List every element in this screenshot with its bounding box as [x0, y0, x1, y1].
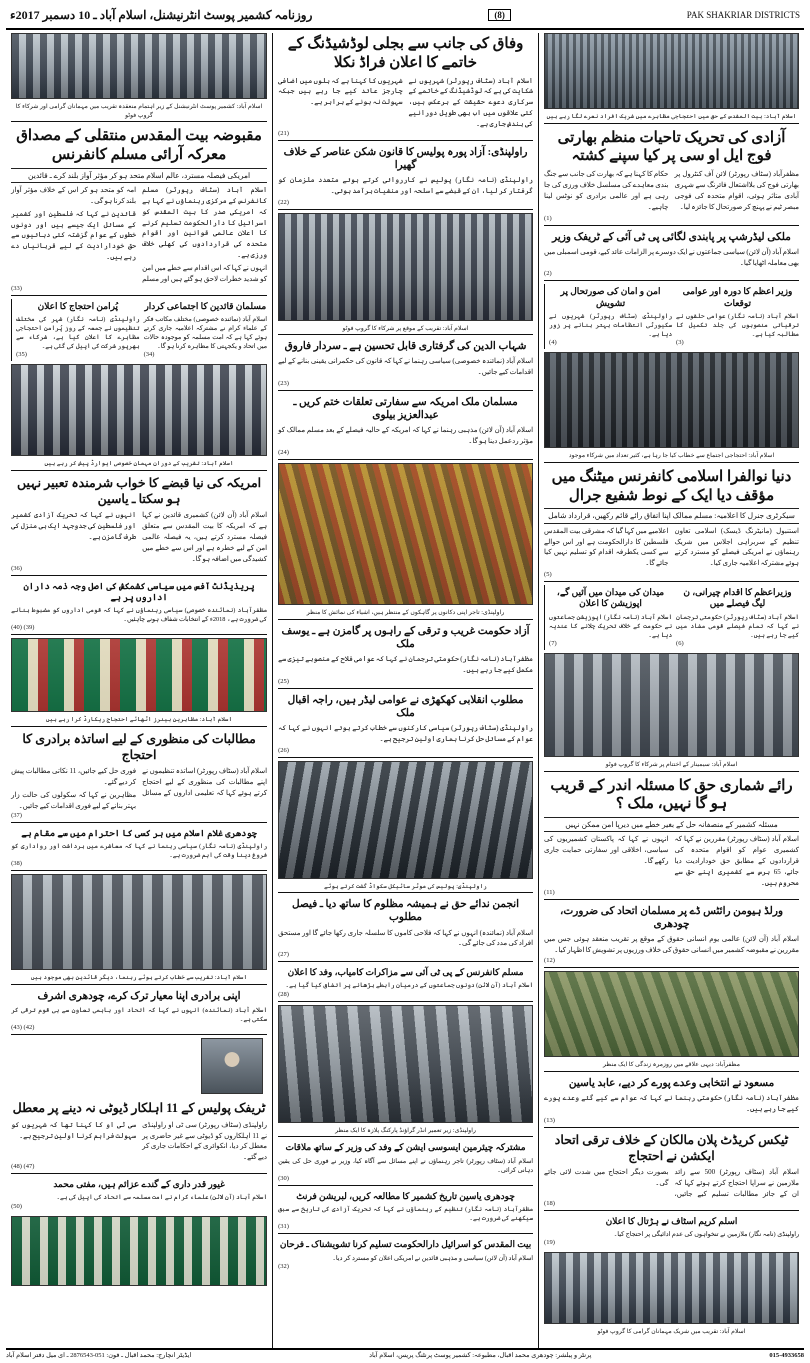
article-tag: (5): [544, 571, 552, 579]
motorbike-patrol-photo: [278, 761, 533, 879]
paragraph: راولپنڈی (نامہ نگار) پولیس نے کارروائی کرتے ہوئے متعدد ملزمان کو گرفتار کر لیا، ان کے قبضے سے اسلحہ اور منشیات برآمد ہوئی۔: [278, 175, 534, 195]
market-photo: [278, 463, 533, 605]
jamaat-rally-photo: [544, 352, 799, 448]
article-body: اسلام آباد (نامہ نگار) عوامی حلقوں نے ترقیاتی منصوبوں کی جلد تکمیل کا مطالبہ کیا ہے۔: [676, 312, 799, 339]
headline: اسلم کریم اسٹاف نے ہڑتال کا اعلان: [605, 1215, 738, 1226]
article-sub-right-1: [676, 284, 799, 349]
paragraph: اسلام آباد (آن لائن) مذہبی رہنما نے کہا کہ امریکہ کے حالیہ فیصلے کے بعد مسلم ممالک کو مؤثر ردعمل دینا ہو گا۔: [278, 426, 534, 446]
article-body: اسلام آباد (آن لائن) دونوں جماعتوں کے درمیان رابطے بڑھانے پر اتفاق کیا گیا ہے۔: [285, 982, 534, 990]
article-tag: (18): [544, 1199, 555, 1207]
article-tag: (26): [278, 746, 289, 754]
paragraph: اسلام آباد (آن لائن) سیاسی جماعتوں نے ایک دوسرے پر الزامات عائد کیے، قومی اسمبلی میں بھی معاملہ اٹھایا گیا۔: [544, 247, 799, 267]
article-tag: (47) (48): [11, 1163, 35, 1171]
photo-caption: اسلام آباد: بیت المقدس کے حق میں احتجاجی مظاہرے میں شریک افراد نعرے لگا رہے ہیں: [544, 112, 799, 124]
article-tag: (34): [143, 351, 155, 359]
article-body: اسلام آباد (نامہ نگار) اپوزیشن جماعتوں نے حکومت کے خلاف تحریک چلانے کا عندیہ دیا ہے۔: [549, 613, 673, 639]
two-up-block: [544, 585, 799, 650]
headline: پُرامن احتجاج کا اعلان: [37, 300, 119, 311]
headline: پریذیڈنٹ آفس میں سیاسی کشمکش کی اصل وجہ ذمہ داران اداروں پر ہے: [23, 580, 255, 602]
article-tag: (19): [544, 1239, 555, 1247]
article-body: [278, 723, 533, 745]
column-2: [272, 33, 538, 1349]
headline: ورلڈ ہیومن رائٹس ڈے پر مسلمان اتحاد کی ضرورت، چودھری: [559, 905, 784, 930]
article-sub-right-2: [544, 284, 672, 349]
two-up-block: [544, 284, 799, 349]
masthead-left-note: PAK SHAKRIAR DISTRICTS: [686, 10, 800, 20]
article-tag: (21): [278, 129, 289, 137]
photo-caption: راولپنڈی: پولیس کی موٹر سائیکل سکواڈ گشت کرتے ہوئے: [278, 882, 533, 894]
paragraph: قائدین نے کہا کہ فلسطین اور کشمیر کے مسائل ایک جیسے ہیں اور دونوں خطوں کے عوام گزشتہ کئی دہائیوں سے حق خودارادیت کے لیے قربانیاں دے رہے ہیں۔: [11, 209, 137, 262]
article-body: مظفرآباد (نامہ نگار) تنظیم کے رہنماؤں نے کہا کہ تحریک آزادی کی تاریخ سے سبق سیکھنے کی ضرورت ہے۔: [278, 1206, 534, 1223]
portrait-photo: [201, 1038, 263, 1094]
headline: شہاب الدین کی گرفتاری قابل تحسین ہے ـ سردار فاروق: [284, 341, 527, 353]
article-body: [544, 1093, 799, 1115]
subheadline: مسئلہ کشمیر کے منصفانہ حل کے بغیر خطے میں دیرپا امن ممکن نہیں: [544, 817, 799, 832]
headline: دنیا نوالفرا اسلامی کانفرنس میٹنگ میں مؤقف دیا ایک کے نوط شفیع جرال: [551, 468, 792, 504]
article-body: [278, 175, 533, 197]
article-body: [544, 1167, 799, 1200]
article-tag: (11): [544, 888, 555, 896]
headline: غیور قدر داری کے گندے عزائم ہیں، مفتی محمد: [53, 1179, 225, 1190]
column-1: [538, 33, 804, 1349]
paragraph: راولپنڈی (سٹاف رپورٹر) سی ٹی او راولپنڈی نے 11 اہلکاروں کو ڈیوٹی سے غیر حاضری پر معطل کر دیا، انکوائری کے احکامات جاری کر دیے گئے۔: [142, 1120, 268, 1162]
article-parliament: [11, 579, 267, 636]
article-body: راولپنڈی (نامہ نگار) ملازمین نے تنخواہوں کی عدم ادائیگی پر احتجاج کیا۔: [613, 1231, 799, 1238]
article-body: [544, 169, 799, 214]
photo-caption: اسلام آباد: تقریب کے دوران مہمان خصوصی ایوارڈ پیش کر رہے ہیں: [11, 459, 267, 471]
subheadline: سیکرٹری جنرل کا اعلامیہ: مسلم ممالک اپنا اتفاق رائے قائم رکھیں، قرارداد شامل: [544, 508, 799, 523]
photo-caption: راولپنڈی: تاجر اپنی دکانوں پر گاہکوں کے منتظر ہیں، اشیاء کی نمائش کا منظر: [278, 608, 533, 620]
article-tag: (13): [544, 1116, 555, 1124]
page-number: (8): [488, 9, 511, 21]
article-tag: (25): [278, 677, 289, 685]
article-tag: (1): [544, 214, 552, 222]
headline: مسعود نے انتخابی وعدے پورے کر دیے، عابد یاسین: [568, 1078, 775, 1090]
headline: آزادی کی تحریک تاحیات منظم بھارتی فوج ایل او سی پر کیا سپنے کشتہ: [557, 129, 786, 165]
headline: امن و امان کی صورتحال پر تشویش: [560, 286, 661, 308]
photo-caption: اسلام آباد: احتجاجی اجتماع سے خطاب کیا جا رہا ہے، کثیر تعداد میں شرکاء موجود: [544, 451, 799, 463]
article-tag: (6): [676, 639, 684, 647]
photo-caption: اسلام آباد: سیمینار کے اختتام پر شرکاء کا گروپ فوٹو: [544, 760, 799, 772]
paragraph: انہوں نے کہا کہ اس اقدام سے خطے میں امن کو شدید خطرات لاحق ہو گئے ہیں اور مسلم امہ کو متحد ہو کر اس کے خلاف مؤثر آواز بلند کرنا ہو گی۔: [11, 186, 268, 283]
article-pti-hartal: [544, 229, 799, 282]
article-tag: (2): [544, 270, 552, 278]
headline: رائے شماری حق کا مسئلہ اندر کے قریب ہو گا نہیں، ملک ؟: [550, 777, 793, 813]
column-3: [6, 33, 272, 1349]
protest-crowd-photo: [544, 33, 799, 109]
article-protest-headline: [544, 1131, 799, 1211]
article-body: راولپنڈی (نامہ نگار) سیاسی رہنما نے کہا کہ معاشرے میں برداشت اور رواداری کو فروغ دینا وقت کی اہم ضرورت ہے۔: [11, 842, 268, 859]
article-pm-note: [676, 585, 799, 650]
photo-caption: اسلام آباد: تقریب کے موقع پر شرکاء کا گروپ فوٹو: [278, 324, 533, 336]
article-chaudhry-statement: [11, 826, 267, 872]
article-tag: (27): [278, 951, 289, 959]
columns-container: [6, 33, 804, 1349]
headline: بیت المقدس کو اسرائیل دارالحکومت تسلیم کرنا تشویشناک ـ فرحان: [279, 1239, 532, 1250]
article-body: [544, 247, 799, 269]
group-photo-col1: [544, 653, 799, 757]
paragraph: استنبول (مانیٹرنگ ڈیسک) اسلامی تعاون تنظیم کے سربراہی اجلاس میں شریک رہنماؤں نے امریکی فیصلے کو مسترد کرتے ہوئے مشترکہ اعلامیہ جاری کیا۔: [674, 526, 799, 568]
paragraph: اسلام آباد (سٹاف رپورٹر) 500 سے زائد ملازمین نے سراپا احتجاج کرتے ہوئے کہا کہ ان کے جائز مطالبات تسلیم کیے جائیں، بصورت دیگر احتجاج میں شدت لائی جائے گی۔: [544, 1168, 799, 1198]
headline: امریکہ کی نیا قبضے کا خواب شرمندہ تعبیر نہیں ہو سکتا ـ یاسین: [17, 476, 262, 506]
article-body: [278, 76, 533, 130]
headline: میدان کی میدان میں آئیں گے، اپوزیشن کا اعلان: [556, 587, 665, 609]
photo-caption: راولپنڈی: زیر تعمیر انڈر گراؤنڈ پارکنگ پلازہ کا ایک منظر: [278, 1126, 533, 1138]
headline: ملکی لیڈرشپ پر پابندی لگائی پی ٹی آئی کے ٹریفک وزیر: [552, 231, 791, 243]
article-tag: (30): [278, 1174, 289, 1182]
photo-caption: اسلام آباد: تقریب میں شریک مہمانان گرامی کا گروپ فوٹو: [597, 1328, 746, 1336]
headline: وزیراعظم کا اقدام چیرانی، ن لیگ فیصلے میں: [683, 587, 792, 609]
two-up-block: [11, 299, 267, 362]
masthead-title: روزنامہ کشمیر پوسٹ انٹرنیشنل، اسلام آباد ـ 10 دسمبر 2017ء: [10, 7, 313, 22]
footer-center-text: پرنٹر و پبلشر: چودھری محمد اقبال، مطبوعہ: کشمیر پوسٹ پرنٹنگ پریس، اسلام آباد: [369, 1352, 592, 1360]
article-body: اسلام آباد (نمائندہ خصوصی) مختلف مکاتب فکر کے علماء کرام نے مشترکہ اعلامیہ جاری کرتے ہوئے کہا ہے کہ امت مسلمہ کو موجودہ حالات میں اتحاد و یکجہتی کا مظاہرہ کرنا ہو گا۔: [143, 315, 268, 351]
headline: ٹریفک پولیس کے 11 اہلکار ڈیوٹی نہ دینے پر معطل: [12, 1101, 266, 1116]
article-body: [544, 834, 799, 888]
headline: راولپنڈی: آزاد پورہ پولیس کا قانون شکن عناصر کے خلاف گھیرا: [283, 146, 528, 171]
photo-caption: مظفرآباد: دیہی علاقے میں روزمرہ زندگی کا ایک منظر: [544, 1060, 799, 1072]
article-sub-left-2: [11, 299, 139, 362]
article-kashmir-solution: [544, 775, 799, 900]
headline: وزیر اعظم کا دورہ اور عوامی توقعات: [682, 286, 793, 308]
paragraph: شہریوں کا کہنا ہے کہ بلوں میں اضافی چارجز عائد کیے جا رہے ہیں جبکہ سہولت نہ ہونے کے برابر ہے۔: [278, 76, 403, 107]
paragraph: اسلام آباد (سٹاف رپورٹر) اساتذہ تنظیموں نے اپنے مطالبات کی منظوری کے لیے احتجاج کرتے ہوئے کہا کہ تعلیمی اداروں کے مسائل فوری حل کیے جائیں، 11 نکاتی مطالبات پیش کر دیے گئے۔: [11, 767, 268, 797]
article-body: اسلام آباد (آن لائن) سیاسی و مذہبی قائدین نے امریکی اعلان کو مسترد کر دیا۔: [332, 1254, 534, 1262]
article-body: [278, 928, 533, 950]
article-police-headline: [11, 1099, 267, 1174]
article-tag: (39) (40): [11, 624, 35, 632]
paragraph: اسلام آباد (آن لائن) عالمی یوم انسانی حقوق کے موقع پر تقریب منعقد ہوئی جس میں مقررین نے مقبوضہ کشمیر میں انسانی حقوق کی خلاف ورزیوں پر تشویش کا اظہار کیا۔: [544, 934, 799, 954]
headline: مسلم کانفرنس کے پی ٹی آئی سے مزاکرات کامیاب، وفد کا اعلان: [287, 967, 524, 978]
paragraph: اسلام آباد (نمائندہ) انہوں نے کہا کہ فلاحی کاموں کا سلسلہ جاری رکھا جائے گا اور مستحق افراد کی مدد کی جائے گی۔: [278, 928, 534, 948]
paragraph: مظفرآباد (سٹاف رپورٹر) لائن آف کنٹرول پر بھارتی فوج کی بلااشتعال فائرنگ سے شہری آبادی متاثر ہوئی، اقوام متحدہ کی فوجی مبصر ٹیم نے پہنچ کر صورتحال کا جائزہ لیا۔: [674, 170, 799, 211]
article-tag: (32): [278, 1262, 289, 1270]
headline: مسلمان قائدین کا اجتماعی کردار: [144, 300, 267, 311]
article-tag: (4): [549, 339, 557, 347]
paragraph: مظفرآباد (نامہ نگار) حکومتی ترجمان نے کہا کہ عوامی فلاح کے منصوبے تیزی سے مکمل کیے جا رہے ہیں۔: [278, 655, 534, 674]
paragraph: اعلامیے میں کہا گیا کہ مشرقی بیت المقدس فلسطین کا دارالحکومت ہے اور اس حوالے سے کسی یکطرفہ اقدام کو تسلیم نہیں کیا جائے گا۔: [544, 526, 669, 568]
paragraph: راولپنڈی (سٹاف رپورٹر) سیاسی کارکنوں سے خطاب کرتے ہوئے انہوں نے کہا کہ عوام کے مسائل حل کرنا ہماری اولین ترجیح ہے۔: [278, 723, 534, 743]
headline: چودھری غلام اسلام میں ہر کسی کا احترام میں سے مقام ہے: [21, 827, 257, 838]
paragraph: اسلام آباد (سٹاف رپورٹر) مقررین نے کہا کہ کشمیری عوام کو اقوام متحدہ کی قراردادوں کے مطابق حق خودارادیت دیا جائے، 65 برس سے کشمیری اپنے حق سے محروم ہیں۔: [674, 835, 799, 887]
subheadline: امریکی فیصلہ مسترد، عالم اسلام متحد ہو کر مؤثر آواز بلند کرے ـ قائدین: [11, 168, 267, 183]
article-body: راولپنڈی (نامہ نگار) شہر کی مختلف تنظیموں نے جمعہ کے روز پُرامن احتجاجی مظاہرے کا اعلان کیا ہے، شرکاء سے بھرپور شرکت کی اپیل کی گئی ہے۔: [16, 315, 140, 351]
article-tag: (42) (43): [11, 1024, 35, 1032]
article-tag: (22): [278, 198, 289, 206]
article-usa-relations: [278, 394, 533, 460]
article-body: [544, 934, 799, 956]
article-muslim-conference: [11, 125, 267, 295]
article-body: اسلام آباد (آن لائن) علماء کرام نے امت مسلمہ سے اتحاد کی اپیل کی ہے۔: [56, 1194, 268, 1202]
headline: مسلمان ملک امریکہ سے سفارتی تعلقات ختم کریں ـ عبدالعزیز بیلوی: [293, 397, 518, 422]
article-tag: (33): [11, 284, 22, 292]
paragraph: اسلام آباد (آن لائن) کشمیری قائدین نے کہا ہے کہ امریکہ کا بیت المقدس سے متعلق فیصلہ مسترد کرتے ہیں، یہ فیصلہ عالمی امن کے لیے خطرہ ہے اور اس سے خطے میں کشیدگی میں اضافہ ہو گا۔: [142, 511, 268, 563]
headline: وفاق کی جانب سے بجلی لوڈشیڈنگ کے خاتمے کا اعلان فراڈ نکلا: [287, 36, 524, 71]
footer-right-text: ایڈیٹر انچارج: محمد اقبال ـ فون: 051-2876543 ـ ای میل دفتر اسلام آباد: [6, 1352, 192, 1360]
article-america-jerusalem: [11, 474, 267, 575]
article-body: اسلام آباد (سٹاف رپورٹر) حکومتی ترجمان نے کہا کہ تمام فیصلے قومی مفاد میں کیے جا رہے ہیں۔: [676, 613, 799, 639]
article-chaudhry-front: [278, 1189, 533, 1235]
article-islamic-conference: [544, 466, 799, 582]
article-tag: (3): [676, 339, 684, 347]
paragraph: مظفرآباد (نامہ نگار) حکومتی رہنما نے کہا کہ عوام سے کیے گئے وعدے پورے کیے جا رہے ہیں۔: [544, 1094, 799, 1114]
photo-caption: اسلام آباد: کشمیر پوسٹ انٹرنیشنل کے زیر اہتمام منعقدہ تقریب میں مہمانان گرامی اور شرکاء کا گروپ فوٹو: [11, 102, 267, 122]
photo-caption: اسلام آباد: مظاہرین بینرز اٹھائے احتجاج ریکارڈ کرا رہے ہیں: [11, 715, 267, 727]
article-lower-col1: [544, 1214, 799, 1249]
paragraph: سی ٹی او کا کہنا تھا کہ شہریوں کو سہولت فراہم کرنا اولین ترجیح ہے۔: [11, 1120, 137, 1140]
article-tag: (28): [278, 990, 289, 998]
photo-caption: اسلام آباد: تقریب سے خطاب کرتے ہوئے رہنما، دیگر قائدین بھی موجود ہیں: [11, 973, 267, 985]
article-body: اسلام آباد (نمائندہ) انہوں نے کہا کہ اتحاد اور باہمی تعاون سے ہی قوم ترقی کر سکتی ہے۔: [11, 1006, 268, 1024]
bottom-left-photo: [11, 1216, 267, 1286]
article-tag: (23): [278, 380, 289, 388]
article-body: [278, 356, 533, 378]
article-body: [278, 425, 533, 447]
headline: اپنی برادری اپنا معیار ترک کرے، چودھری اشرف: [37, 990, 241, 1002]
article-tag: (38): [11, 860, 22, 868]
footer-phone: 015-4933658: [769, 1352, 804, 1360]
article-body: [544, 526, 799, 571]
article-body: [278, 654, 533, 676]
article-body: راولپنڈی (سٹاف رپورٹر) شہریوں نے سکیورٹی انتظامات بہتر بنانے پر زور دیا ہے۔: [549, 312, 673, 339]
headline: انجمن ندائے حق نے ہمیشہ مظلوم کا ساتھ دیا ـ فیصل مطلوب: [291, 899, 520, 924]
headline: مقبوضہ بیت المقدس منتقلی کے مصداق معرکہ آرائی مسلم کانفرنس: [16, 128, 262, 164]
paragraph: اسلام آباد (سٹاف رپورٹر) مسلم کانفرنس کے مرکزی رہنماؤں نے کہا ہے کہ امریکی صدر کا بیت المقدس کو اسرائیل کا دارالحکومت تسلیم کرنے کا اعلان عالمی قوانین اور اقوام متحدہ کی قراردادوں کی کھلی خلاف ورزی ہے۔: [142, 186, 268, 260]
article-revolutionary-party: [278, 692, 533, 758]
article-tag: (31): [278, 1223, 289, 1231]
masthead: [6, 4, 804, 30]
article-teachers-protest: [11, 730, 267, 823]
article-tag: (24): [278, 449, 289, 457]
article-police-operation: [278, 144, 533, 210]
paragraph: اسلام آباد (نمائندہ خصوصی) سیاسی رہنما نے کہا کہ قانون کی حکمرانی یقینی بنانے کے لیے اقدامات کیے جائیں۔: [278, 357, 534, 377]
article-promises: [544, 1075, 799, 1128]
leaders-photo: [11, 874, 267, 970]
article-tag: (37): [11, 811, 22, 819]
article-tag: (50): [11, 1202, 22, 1210]
article-tag: (36): [11, 564, 22, 572]
article-govt-progress: [278, 623, 533, 689]
article-federation-loadshedding: [278, 33, 533, 141]
article-last-col3: [11, 1177, 267, 1212]
headline: مشترکہ چیئرمین ایسوسی ایشن کے وفد کی وزیر کے ساتھ ملاقات: [285, 1142, 526, 1153]
article-traders: [278, 1140, 533, 1186]
article-world-human-rights: [544, 903, 799, 969]
award-ceremony-photo: [11, 364, 267, 456]
article-sub-left-1: [144, 299, 267, 362]
paragraph: اسلام آباد (سٹاف رپورٹر) شہریوں نے شکایت کی ہے کہ لوڈشیڈنگ کے خاتمے کے سرکاری دعوے حقیقت کے برعکس ہیں، کئی علاقوں میں اب بھی طویل دورانیے کی بندش جاری ہے۔: [408, 76, 534, 128]
article-brotherhood: [11, 988, 267, 1035]
article-body: [11, 766, 267, 811]
article-body: اسلام آباد (سٹاف رپورٹر) تاجر رہنماؤں نے اپنے مسائل سے آگاہ کیا، وزیر نے فوری حل کی یقین دہانی کرائی۔: [278, 1157, 534, 1174]
article-tag: (7): [549, 639, 557, 647]
article-body: [11, 510, 267, 564]
headline: آزاد حکومت غریب و ترقی کے راہوں پر گامزن ہے ـ یوسف ملک: [281, 625, 530, 650]
article-indian-army: [544, 127, 799, 226]
article-shahabuddin: [278, 338, 533, 391]
article-anjuman: [278, 896, 533, 962]
banner-rally-photo: [11, 638, 267, 712]
group-photo-top: [11, 33, 267, 99]
article-tag: (35): [16, 351, 27, 359]
page-footer: [6, 1348, 804, 1361]
headline: چودھری یاسین تاریخ کشمیر کا مطالعہ کریں، لبریشن فرنٹ: [296, 1190, 515, 1201]
paragraph: حکام کا کہنا ہے کہ بھارت کی جانب سے جنگ بندی معاہدے کی مسلسل خلاف ورزی کی جا رہی ہے اور عالمی برادری کو نوٹس لینا چاہیے۔: [544, 170, 669, 211]
article-bait-ul-muqaddas: [278, 1237, 533, 1272]
article-muslim-conference-pti: [278, 965, 533, 1001]
article-tag: (12): [544, 957, 555, 965]
bottom-group-photo: [544, 1252, 799, 1324]
article-body: [11, 1120, 267, 1163]
four-men-photo: [278, 213, 533, 321]
village-photo: [544, 971, 799, 1057]
headline: مطالبات کی منظوری کے لیے اساتذہ برادری کا احتجاج: [22, 732, 256, 762]
paragraph: مظاہرین نے کہا کہ سکولوں کی حالت زار بہتر بنانے کے لیے فوری اقدامات کیے جائیں۔: [11, 790, 137, 810]
paragraph: انہوں نے کہا کہ تحریک آزادی کشمیر اور فلسطین کی جدوجہد ایک ہی منزل کی طرف گامزن ہے۔: [11, 511, 137, 542]
paragraph: انہوں نے کہا کہ پاکستان کشمیریوں کی سیاسی، اخلاقی اور سفارتی حمایت جاری رکھے گا۔: [544, 835, 669, 866]
article-body: مظفرآباد (نمائندہ خصوصی) سیاسی رہنماؤں نے کہا کہ قومی اداروں کو مضبوط بنانے کی ضرورت ہے، 2018ء کے انتخابات شفاف ہونے چاہئیں۔: [11, 607, 268, 624]
parking-photo: [278, 1005, 533, 1123]
article-body: [11, 185, 267, 285]
article-opposition: [544, 585, 672, 650]
headline: مطلوب انقلابی کھکھڑی نے عوامی لیڈر ہیں، راجہ اقبال ملک: [287, 694, 524, 719]
headline: ٹیکس کریڈٹ پلان مالکان کے خلاف ترقی اتحاد ایکشن نے احتجاج: [554, 1132, 789, 1163]
